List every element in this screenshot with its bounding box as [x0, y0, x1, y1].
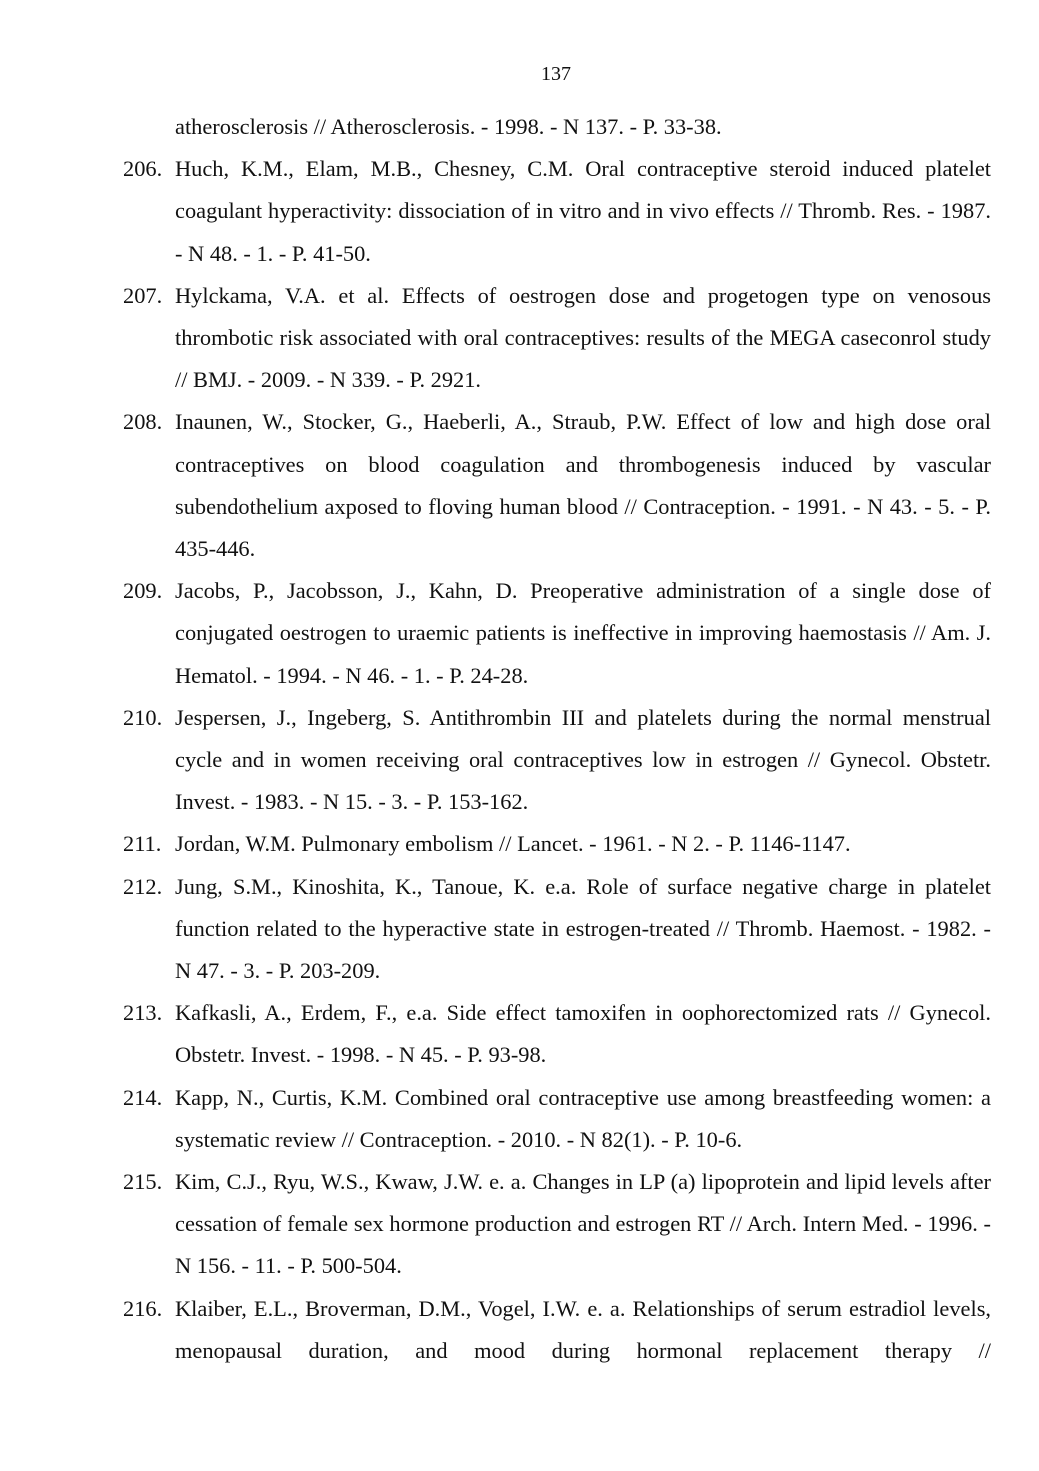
- reference-number: 207.: [123, 282, 163, 308]
- reference-number: 216.: [123, 1295, 163, 1321]
- reference-text: Jordan, W.M. Pulmonary embolism // Lancet. - 1961. - N 2. - P. 1146-1147.: [175, 831, 851, 857]
- reference-text: Kafkasli, A., Erdem, F., e.a. Side effect tamoxifen in oophorectomized rats // Gynecol. Obstetr. Invest. - 1998. - N 45. - P. 93-98.: [175, 1000, 991, 1068]
- reference-text: atherosclerosis // Atherosclerosis. - 1998. - N 137. - P. 33-38.: [175, 114, 722, 139]
- reference-item: [123, 992, 991, 1076]
- reference-number: 214.: [123, 1084, 163, 1110]
- reference-text: Jespersen, J., Ingeberg, S. Antithrombin III and platelets during the normal menstrual cycle and in women receiving oral contraceptives low in estrogen // Gynecol. Obstetr. Invest. - 1983. - N 15. - 3. - P. 153-162.: [175, 704, 991, 815]
- reference-number: 209.: [123, 578, 163, 604]
- reference-number: 211.: [123, 831, 162, 857]
- reference-item: [123, 275, 991, 402]
- reference-item: [123, 401, 991, 570]
- reference-text: Klaiber, E.L., Broverman, D.M., Vogel, I.W. e. a. Relationships of serum estradiol levels, menopausal duration, and mood during hormonal replacement therapy //: [175, 1295, 991, 1363]
- reference-text: Hylckama, V.A. et al. Effects of oestrogen dose and progetogen type on venosous thrombotic risk associated with oral contraceptives: results of the MEGA caseconrol study // BMJ. - 2009. - N 339. - P. 2921.: [175, 282, 991, 393]
- reference-item: [123, 1288, 991, 1372]
- reference-item: [123, 823, 991, 865]
- reference-number: 210.: [123, 704, 163, 730]
- reference-number: 213.: [123, 1000, 163, 1026]
- reference-number: 215.: [123, 1169, 163, 1195]
- reference-item: [123, 866, 991, 993]
- reference-text: Kim, C.J., Ryu, W.S., Kwaw, J.W. e. a. Changes in LP (a) lipoprotein and lipid levels after cessation of female sex hormone production and estrogen RT // Arch. Intern Med. - 1996. - N 156. - 11. - P. 500-504.: [175, 1169, 991, 1279]
- reference-item: [123, 1161, 991, 1288]
- reference-number: 208.: [123, 409, 163, 435]
- reference-item: [123, 697, 991, 824]
- reference-text: Inaunen, W., Stocker, G., Haeberli, A., Straub, P.W. Effect of low and high dose oral contraceptives on blood coagulation and thrombogenesis induced by vascular subendothelium axposed to floving human blood // Contraception. - 1991. - N 43. - 5. - P. 435-446.: [175, 409, 991, 562]
- reference-number: 212.: [123, 873, 163, 899]
- reference-item: [123, 148, 991, 275]
- reference-text: Jung, S.M., Kinoshita, K., Tanoue, K. e.a. Role of surface negative charge in platelet function related to the hyperactive state in estrogen-treated // Thromb. Haemost. - 1982. - N 47. - 3. - P. 203-209.: [175, 873, 991, 984]
- reference-text: Kapp, N., Curtis, K.M. Combined oral contraceptive use among breastfeeding women: a systematic review // Contraception. - 2010. - N 82(1). - P. 10-6.: [175, 1084, 991, 1152]
- reference-list: [123, 106, 991, 1372]
- reference-item: [123, 106, 991, 148]
- page-number: 137: [541, 63, 571, 85]
- reference-number: 206.: [123, 156, 163, 182]
- reference-text: Huch, K.M., Elam, M.B., Chesney, C.M. Oral contraceptive steroid induced platelet coagulant hyperactivity: dissociation of in vitro and in vivo effects // Thromb. Res. - 1987. - N 48. - 1. - P. 41-50.: [175, 156, 991, 266]
- reference-text: Jacobs, P., Jacobsson, J., Kahn, D. Preoperative administration of a single dose of conjugated oestrogen to uraemic patients is ineffective in improving haemostasis // Am. J. Hematol. - 1994. - N 46. - 1. - P. 24-28.: [175, 578, 991, 688]
- reference-item: [123, 570, 991, 697]
- reference-item: [123, 1077, 991, 1161]
